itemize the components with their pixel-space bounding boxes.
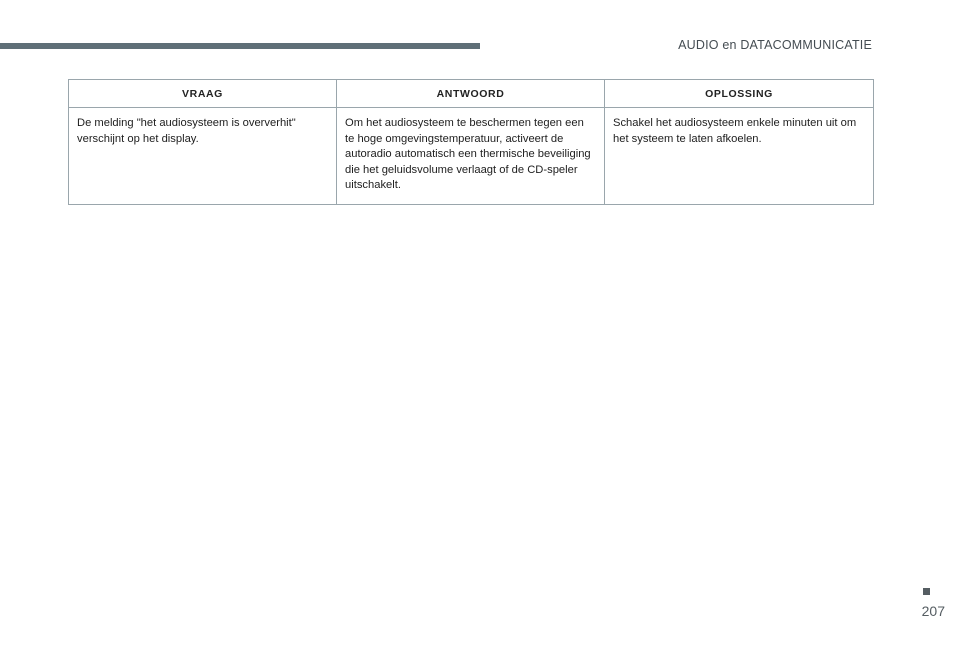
cell-answer: Om het audiosysteem te beschermen tegen een te hoge omgevingstemperatuur, activeert de autoradio automatisch een thermische beveiliging die het geluidsvolume verlaagt of de CD-speler uitschakelt. [337, 108, 605, 205]
cell-solution: Schakel het audiosysteem enkele minuten uit om het systeem te laten afkoelen. [605, 108, 874, 205]
table-row [69, 108, 874, 205]
section-title: AUDIO en DATACOMMUNICATIE [678, 38, 872, 52]
cell-question: De melding "het audiosysteem is oververhit" verschijnt op het display. [69, 108, 337, 205]
page-corner-marker [923, 588, 930, 595]
faq-table [68, 79, 874, 205]
page-number: 207 [921, 603, 945, 619]
column-header-answer: ANTWOORD [337, 80, 605, 108]
table-header-row [69, 80, 874, 108]
column-header-question: VRAAG [69, 80, 337, 108]
column-header-solution: OPLOSSING [605, 80, 874, 108]
header-rule [0, 43, 480, 49]
